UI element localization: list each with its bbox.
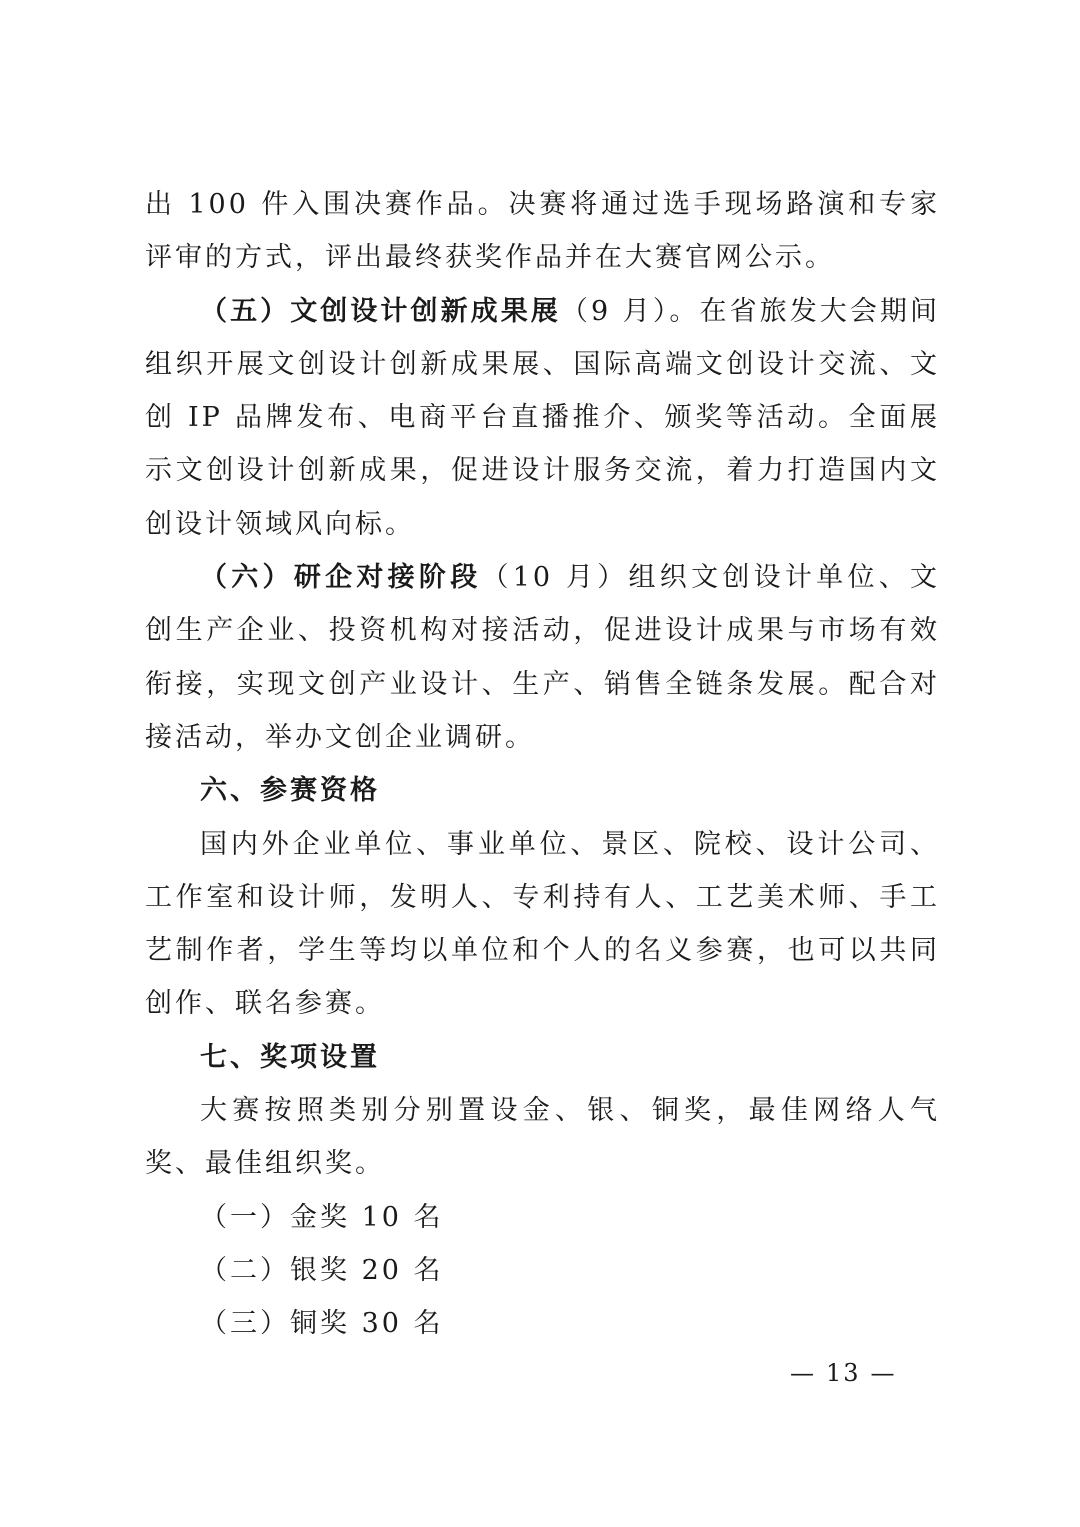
document-body (145, 178, 940, 1351)
heading-awards: 七、奖项设置 (200, 1041, 380, 1073)
paragraph-awards-overview: 大赛按照类别分别置设金、银、铜奖，最佳网络人气奖、最佳组织奖。 (145, 1095, 940, 1180)
paragraph-text: （10 月）组织文创设计单位、文创生产企业、投资机构对接活动，促进设计成果与市场有效衔接，实现文创产业设计、生产、销售全链条发展。配合对接活动，举办文创企业调研。 (145, 562, 940, 753)
page-number-dash-right: — (870, 1359, 897, 1387)
page-number: 13 (826, 1359, 861, 1387)
paragraph-business-matching (145, 551, 940, 764)
award-item-gold: （一）金奖 10 名 (200, 1201, 444, 1233)
award-item-bronze: （三）铜奖 30 名 (200, 1308, 444, 1340)
paragraph-text: （9 月）。在省旅发大会期间组织开展文创设计创新成果展、国际高端文创设计交流、文创 IP 品牌发布、电商平台直播推介、颁奖等活动。全面展示文创设计创新成果，促进设计服务交流，着力打造国内文创设计领域风向标。 (145, 295, 941, 540)
page-number-footer (780, 1358, 940, 1388)
paragraph-eligibility: 国内外企业单位、事业单位、景区、院校、设计公司、工作室和设计师，发明人、专利持有人、工艺美术师、手工艺制作者，学生等均以单位和个人的名义参赛，也可以共同创作、联名参赛。 (145, 828, 940, 1020)
award-item-silver: （二）银奖 20 名 (200, 1254, 444, 1286)
heading-eligibility: 六、参赛资格 (200, 775, 380, 807)
paragraph-text: 出 100 件入围决赛作品。决赛将通过选手现场路演和专家评审的方式，评出最终获奖作品并在大赛官网公示。 (145, 189, 940, 274)
paragraph-exhibition (145, 285, 940, 551)
page-number-dash-left: — (790, 1359, 816, 1387)
section-lead-exhibition: （五）文创设计创新成果展 (200, 295, 561, 327)
section-lead-business-matching: （六）研企对接阶段 (200, 562, 482, 594)
paragraph-finals-description (145, 178, 940, 285)
